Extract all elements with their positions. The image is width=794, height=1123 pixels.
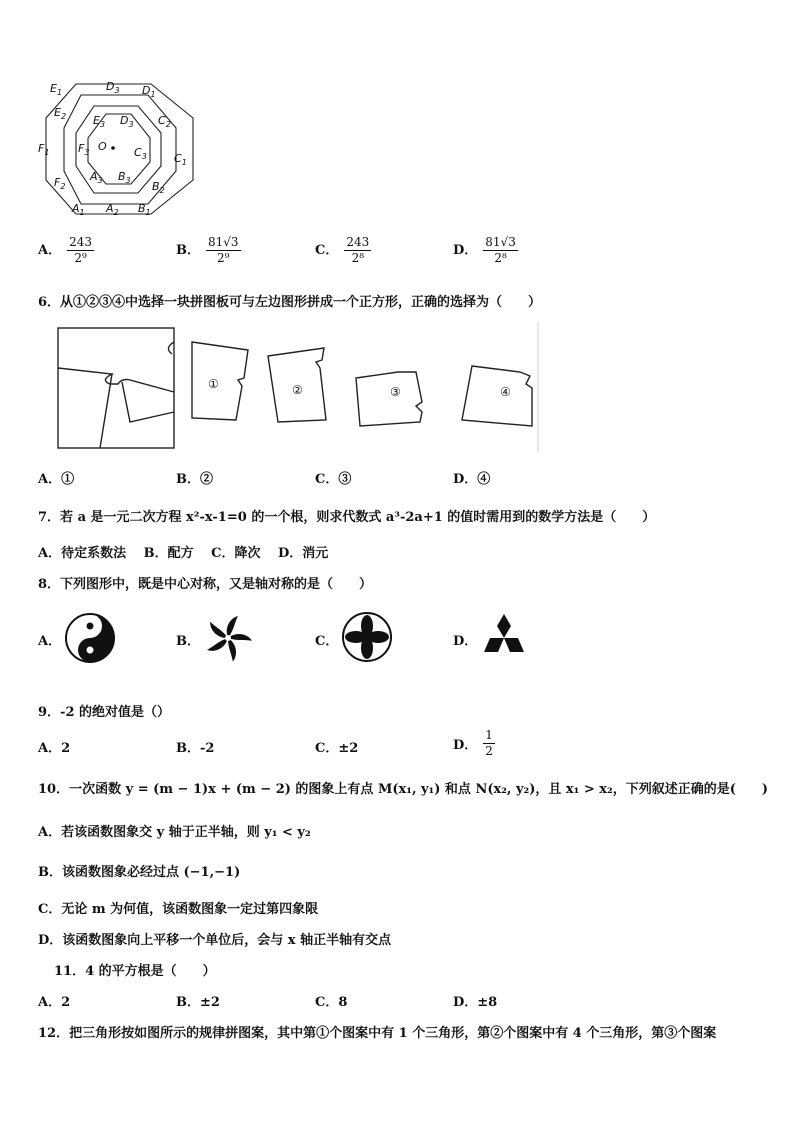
q6-option-d[interactable]: D．④	[453, 472, 491, 487]
q10-option-a[interactable]: A．若该函数图象交 y 轴于正半轴，则 y₁ < y₂	[38, 825, 311, 840]
q5-c-fraction	[344, 235, 371, 266]
q11-option-b[interactable]: B．±2	[176, 995, 220, 1010]
octagon-vertex-label: $A_1$	[72, 202, 85, 217]
octagon-vertex-label: $F_1$	[38, 142, 50, 157]
q8-option-a[interactable]	[38, 630, 61, 649]
q5-c-num: 243	[346, 235, 370, 249]
q6-option-a[interactable]: A．①	[38, 472, 75, 487]
q5-a-fraction	[67, 235, 94, 266]
q6-stem: 6．从①②③④中选择一块拼图板可与左边图形拼成一个正方形，正确的选择为（ ）	[38, 295, 542, 310]
q6-option-b[interactable]: B．②	[176, 472, 213, 487]
octagon-vertex-label: $B_3$	[118, 170, 131, 185]
q8-a-label: A．	[38, 634, 62, 649]
q10-option-c[interactable]: C．无论 m 为何值，该函数图象一定过第四象限	[38, 902, 319, 917]
q5-d-label: D．	[453, 243, 478, 258]
q9-d-label: D．	[453, 738, 478, 753]
octagon-vertex-label: $C_3$	[134, 146, 147, 161]
q7-stem: 7．若 a 是一元二次方程 x²-x-1=0 的一个根，则求代数式 a³-2a+1 的值时需用到的数学方法是（ ）	[38, 510, 656, 525]
q9-stem: 9．-2 的绝对值是（）	[38, 705, 171, 720]
q11-option-c[interactable]: C．8	[315, 995, 348, 1010]
q5-option-d[interactable]	[453, 235, 518, 266]
q9-option-b[interactable]: B．-2	[176, 741, 215, 756]
q5-a-den: 2⁹	[74, 251, 87, 265]
q5-option-b[interactable]	[176, 235, 241, 266]
octagon-vertex-label: $A_3$	[90, 170, 103, 185]
puzzle-piece-label: ②	[292, 383, 303, 397]
q6-puzzle-figure	[52, 322, 542, 454]
q9-d-den: 2	[485, 744, 493, 758]
octagon-vertex-label: $F_2$	[54, 176, 66, 191]
yin-yang-icon	[64, 612, 116, 664]
octagon-vertex-label: $F_3$	[78, 142, 90, 157]
q5-c-den: 2⁸	[351, 251, 365, 265]
octagon-vertex-label: $A_2$	[106, 202, 119, 217]
q8-option-c[interactable]	[315, 630, 338, 649]
q5-d-den: 2⁸	[494, 251, 507, 265]
q9-option-c[interactable]: C．±2	[315, 741, 359, 756]
q5-b-den: 2⁹	[217, 251, 230, 265]
q8-option-b[interactable]	[176, 630, 200, 649]
q10-stem: 10．一次函数 y = (m − 1)x + (m − 2) 的图象上有点 M(x₁, y₁) 和点 N(x₂, y₂)，且 x₁ > x₂，下列叙述正确的是( )	[38, 782, 769, 797]
octagon-vertex-label: $C_2$	[158, 114, 171, 129]
octagon-vertex-label: $E_1$	[50, 82, 63, 97]
q9-d-fraction	[483, 728, 495, 759]
puzzle-piece-label: ③	[390, 385, 401, 399]
q8-stem: 8．下列图形中，既是中心对称，又是轴对称的是（ ）	[38, 577, 373, 592]
q5-a-label: A．	[38, 243, 62, 258]
q8-b-label: B．	[176, 634, 200, 649]
q5-c-label: C．	[315, 243, 339, 258]
octagon-vertex-label: $C_1$	[174, 152, 187, 167]
pinwheel-flower-icon	[202, 612, 254, 664]
q6-option-c[interactable]: C．③	[315, 472, 352, 487]
q5-d-num: 81√3	[485, 235, 516, 249]
q10-option-d[interactable]: D．该函数图象向上平移一个单位后，会与 x 轴正半轴有交点	[38, 933, 392, 948]
q5-d-fraction	[483, 235, 518, 266]
q9-option-d[interactable]	[453, 728, 495, 759]
puzzle-piece-label: ④	[500, 385, 511, 399]
q9-d-num: 1	[485, 728, 493, 742]
four-petal-circle-icon	[340, 610, 394, 664]
octagon-vertex-label: $D_3$	[106, 80, 120, 95]
octagon-vertex-label: $B_2$	[152, 180, 165, 195]
q5-option-a[interactable]	[38, 235, 94, 266]
q10-option-b[interactable]: B．该函数图象必经过点 (−1,−1)	[38, 865, 241, 880]
q12-stem: 12．把三角形按如图所示的规律拼图案，其中第①个图案中有 1 个三角形，第②个图案中有 4 个三角形，第③个图案	[38, 1026, 717, 1041]
q5-option-c[interactable]	[315, 235, 371, 266]
q11-option-d[interactable]: D．±8	[453, 995, 498, 1010]
q5-b-label: B．	[176, 243, 200, 258]
q7-options[interactable]: A．待定系数法 B．配方 C．降次 D．消元	[38, 546, 329, 561]
octagon-vertex-label: $D_1$	[142, 84, 156, 99]
octagon-vertex-label: $B_1$	[138, 202, 151, 217]
q11-option-a[interactable]: A．2	[38, 995, 71, 1010]
q5-b-num: 81√3	[208, 235, 239, 249]
q8-c-label: C．	[315, 634, 339, 649]
q9-option-a[interactable]: A．2	[38, 741, 71, 756]
octagon-vertex-label: $E_3$	[93, 114, 106, 129]
q11-stem: 11．4 的平方根是（ ）	[54, 964, 216, 979]
puzzle-piece-label: ①	[208, 377, 219, 391]
octagon-vertex-label: O	[98, 140, 107, 153]
q5-a-num: 243	[69, 235, 92, 249]
octagon-figure	[38, 78, 198, 218]
q8-d-label: D．	[453, 634, 478, 649]
q8-option-d[interactable]	[453, 630, 477, 649]
octagon-vertex-label: $D_3$	[120, 114, 134, 129]
three-diamond-icon	[478, 612, 530, 660]
q5-b-fraction	[206, 235, 241, 266]
octagon-vertex-label: $E_2$	[54, 106, 67, 121]
